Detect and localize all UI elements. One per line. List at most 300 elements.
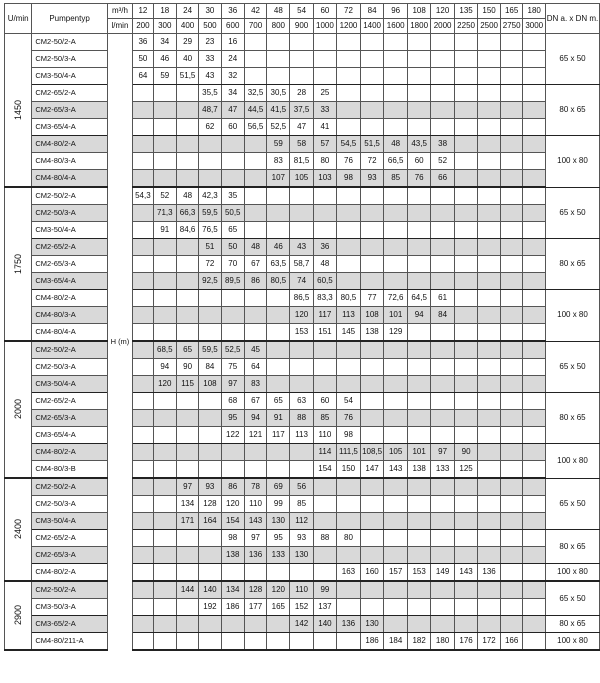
head-value-cell: 25 [313, 85, 336, 102]
speed-label [5, 34, 32, 188]
head-value-cell [407, 427, 430, 444]
table-row [5, 324, 600, 342]
head-value-cell [431, 324, 454, 342]
head-value-cell [478, 34, 501, 51]
head-value-cell: 93 [290, 530, 313, 547]
head-value-cell: 51 [199, 239, 221, 256]
head-value-cell: 61 [431, 290, 454, 307]
head-value-cell [133, 324, 154, 342]
head-value-cell: 68,5 [153, 341, 176, 359]
head-value-cell [384, 513, 407, 530]
head-value-cell: 71,3 [153, 205, 176, 222]
head-value-cell: 97 [244, 530, 266, 547]
head-value-cell [313, 51, 336, 68]
head-value-cell [500, 222, 523, 239]
head-value-cell [407, 341, 430, 359]
head-value-cell: 66,3 [176, 205, 198, 222]
head-value-cell: 110 [313, 427, 336, 444]
head-value-cell [360, 85, 384, 102]
head-value-cell: 48,7 [199, 102, 221, 119]
head-value-cell [153, 307, 176, 324]
head-value-cell: 134 [221, 581, 244, 599]
head-value-cell [500, 461, 523, 479]
head-value-cell: 43 [290, 239, 313, 256]
head-value-cell [360, 530, 384, 547]
head-value-cell: 99 [313, 581, 336, 599]
head-value-cell [313, 341, 336, 359]
head-value-cell [500, 496, 523, 513]
head-value-cell [313, 205, 336, 222]
head-value-cell [199, 616, 221, 633]
head-value-cell [454, 51, 477, 68]
pump-type-cell: CM3-50/4-A [32, 376, 107, 393]
head-value-cell [290, 34, 313, 51]
head-value-cell [337, 547, 361, 564]
head-value-cell [360, 187, 384, 205]
head-value-cell: 110 [290, 581, 313, 599]
head-value-cell [454, 153, 477, 170]
head-value-cell [176, 444, 198, 461]
head-value-cell [500, 51, 523, 68]
head-value-cell: 88 [290, 410, 313, 427]
head-value-cell [523, 599, 546, 616]
header-flow-m3h-value: 42 [244, 4, 266, 19]
head-value-cell: 41,5 [267, 102, 290, 119]
head-value-cell [523, 222, 546, 239]
head-value-cell [431, 427, 454, 444]
head-value-cell [523, 376, 546, 393]
head-value-cell [221, 324, 244, 342]
head-value-cell [500, 34, 523, 51]
pump-type-cell: CM4-80/2-A [32, 290, 107, 307]
pump-type-cell: CM4-80/4-A [32, 324, 107, 342]
head-value-cell: 30,5 [267, 85, 290, 102]
head-value-cell: 47 [221, 102, 244, 119]
head-value-cell [454, 307, 477, 324]
head-value-cell [360, 51, 384, 68]
header-flow-lmin-value: 400 [176, 19, 198, 34]
head-value-cell: 107 [267, 170, 290, 188]
head-value-cell [153, 136, 176, 153]
head-value-cell [153, 530, 176, 547]
head-value-cell: 33 [313, 102, 336, 119]
header-flow-lmin-value: 300 [153, 19, 176, 34]
speed-value: 1750 [13, 253, 24, 274]
head-value-cell: 72,6 [384, 290, 407, 307]
head-value-cell: 94 [407, 307, 430, 324]
head-value-cell: 157 [384, 564, 407, 582]
head-value-cell [523, 34, 546, 51]
head-value-cell: 38 [431, 136, 454, 153]
head-value-cell [360, 581, 384, 599]
head-value-cell [523, 393, 546, 410]
head-value-cell [176, 290, 198, 307]
head-value-cell: 40 [176, 51, 198, 68]
head-value-cell [133, 444, 154, 461]
head-value-cell [407, 119, 430, 136]
head-value-cell [313, 496, 336, 513]
head-value-cell [221, 290, 244, 307]
head-value-cell: 34 [221, 85, 244, 102]
head-value-cell: 84 [199, 359, 221, 376]
head-value-cell [267, 307, 290, 324]
head-value-cell [360, 599, 384, 616]
head-value-cell [500, 307, 523, 324]
pump-type-cell: CM2-65/3-A [32, 102, 107, 119]
dn-size-cell: 100 x 80 [546, 290, 600, 342]
table-row [5, 581, 600, 599]
head-value-cell: 83 [244, 376, 266, 393]
head-value-cell [407, 222, 430, 239]
head-value-cell [337, 68, 361, 85]
head-value-cell [500, 599, 523, 616]
head-value-cell: 154 [313, 461, 336, 479]
head-value-cell [454, 581, 477, 599]
head-value-cell [384, 581, 407, 599]
head-value-cell [431, 410, 454, 427]
head-value-cell [153, 496, 176, 513]
head-value-cell [337, 51, 361, 68]
head-value-cell: 166 [500, 633, 523, 651]
head-value-cell: 52,5 [267, 119, 290, 136]
head-value-cell: 62 [199, 119, 221, 136]
head-value-cell [176, 153, 198, 170]
head-value-cell [454, 599, 477, 616]
head-value-cell [454, 478, 477, 496]
head-value-cell [500, 341, 523, 359]
head-value-cell [454, 376, 477, 393]
head-value-cell [500, 119, 523, 136]
head-value-cell: 108 [199, 376, 221, 393]
head-value-cell: 108,5 [360, 444, 384, 461]
head-value-cell: 128 [199, 496, 221, 513]
head-value-cell: 35 [221, 187, 244, 205]
head-value-cell [478, 410, 501, 427]
head-value-cell [267, 34, 290, 51]
head-value-cell [454, 34, 477, 51]
head-value-cell [153, 633, 176, 651]
head-value-cell [454, 187, 477, 205]
head-value-cell [267, 376, 290, 393]
head-value-cell [176, 324, 198, 342]
head-value-cell: 83,3 [313, 290, 336, 307]
head-value-cell [267, 359, 290, 376]
head-value-cell [199, 393, 221, 410]
head-value-cell [523, 444, 546, 461]
pump-type-cell: CM2-65/2-A [32, 239, 107, 256]
head-value-cell [384, 239, 407, 256]
head-value-cell [384, 547, 407, 564]
head-value-cell: 105 [290, 170, 313, 188]
head-value-cell [133, 153, 154, 170]
head-value-cell [384, 376, 407, 393]
head-value-cell [337, 205, 361, 222]
head-value-cell: 41 [313, 119, 336, 136]
head-value-cell [523, 633, 546, 651]
head-value-cell: 98 [221, 530, 244, 547]
head-value-cell: 91 [153, 222, 176, 239]
head-value-cell: 97 [431, 444, 454, 461]
head-value-cell [523, 616, 546, 633]
head-value-cell: 67 [244, 393, 266, 410]
head-value-cell: 117 [313, 307, 336, 324]
head-value-cell [244, 170, 266, 188]
table-row [5, 187, 600, 205]
head-value-cell [267, 68, 290, 85]
head-value-cell [176, 85, 198, 102]
head-value-cell [153, 564, 176, 582]
head-value-cell: 74 [290, 273, 313, 290]
head-value-cell [337, 376, 361, 393]
head-value-cell [431, 376, 454, 393]
head-value-cell: 151 [313, 324, 336, 342]
head-value-cell: 120 [153, 376, 176, 393]
head-value-cell [454, 513, 477, 530]
head-value-cell [523, 581, 546, 599]
header-flow-m3h-value: 84 [360, 4, 384, 19]
head-value-cell [176, 633, 198, 651]
head-value-cell [267, 187, 290, 205]
head-value-cell: 80 [337, 530, 361, 547]
head-value-cell: 99 [267, 496, 290, 513]
head-value-cell [360, 359, 384, 376]
head-value-cell [360, 68, 384, 85]
head-value-cell [431, 51, 454, 68]
head-value-cell: 48 [313, 256, 336, 273]
head-value-cell [478, 324, 501, 342]
head-value-cell [384, 599, 407, 616]
head-value-cell [199, 170, 221, 188]
head-value-cell: 176 [454, 633, 477, 651]
speed-value: 2900 [13, 604, 24, 626]
head-value-cell [523, 256, 546, 273]
pump-type-cell: CM2-50/2-A [32, 581, 107, 599]
head-value-cell [221, 444, 244, 461]
head-value-cell [431, 496, 454, 513]
header-flow-lmin-value: 700 [244, 19, 266, 34]
head-value-cell [337, 478, 361, 496]
head-value-cell [153, 410, 176, 427]
head-value-cell: 68 [221, 393, 244, 410]
pump-type-cell: CM3-50/4-A [32, 222, 107, 239]
head-value-cell: 52 [153, 187, 176, 205]
head-value-cell [407, 599, 430, 616]
header-flow-lmin-value: 200 [133, 19, 154, 34]
head-value-cell: 72 [199, 256, 221, 273]
head-value-cell [523, 564, 546, 582]
head-value-cell [290, 444, 313, 461]
head-value-cell [500, 616, 523, 633]
head-value-cell [500, 564, 523, 582]
head-value-cell: 160 [360, 564, 384, 582]
pump-performance-table [4, 3, 600, 651]
pump-performance-table-wrap [4, 3, 600, 651]
head-value-cell [523, 513, 546, 530]
head-value-cell [337, 359, 361, 376]
head-value-cell [290, 633, 313, 651]
pump-type-cell: CM2-65/2-A [32, 530, 107, 547]
head-value-cell [244, 222, 266, 239]
head-value-cell [199, 530, 221, 547]
head-value-cell [176, 616, 198, 633]
head-value-cell [523, 478, 546, 496]
head-value-cell: 42,3 [199, 187, 221, 205]
head-value-cell [153, 547, 176, 564]
pump-type-cell: CM4-80/211-A [32, 633, 107, 651]
head-value-cell [454, 530, 477, 547]
pump-type-cell: CM4-80/4-A [32, 170, 107, 188]
head-value-cell [478, 513, 501, 530]
head-value-cell: 45 [244, 341, 266, 359]
head-value-cell [431, 34, 454, 51]
head-value-cell [478, 599, 501, 616]
head-value-cell [431, 222, 454, 239]
head-value-cell [478, 256, 501, 273]
head-value-cell [454, 273, 477, 290]
speed-label [5, 581, 32, 650]
table-row [5, 564, 600, 582]
head-value-cell: 163 [337, 564, 361, 582]
head-value-cell: 46 [267, 239, 290, 256]
dn-size-cell: 100 x 80 [546, 136, 600, 188]
pump-type-cell: CM2-65/3-A [32, 410, 107, 427]
head-value-cell [133, 599, 154, 616]
head-value-cell [221, 564, 244, 582]
head-value-cell [478, 273, 501, 290]
head-value-cell [407, 85, 430, 102]
head-value-cell [244, 633, 266, 651]
speed-label [5, 187, 32, 341]
head-value-cell [500, 136, 523, 153]
head-value-cell: 94 [153, 359, 176, 376]
head-value-cell [153, 273, 176, 290]
head-value-cell: 105 [384, 444, 407, 461]
head-value-cell: 59 [267, 136, 290, 153]
head-value-cell [478, 478, 501, 496]
table-row [5, 478, 600, 496]
head-value-cell [176, 564, 198, 582]
head-value-cell [523, 530, 546, 547]
head-value-cell [431, 205, 454, 222]
head-value-cell [290, 461, 313, 479]
head-value-cell [290, 376, 313, 393]
head-value-cell [407, 359, 430, 376]
head-value-cell [523, 290, 546, 307]
head-value-cell: 138 [360, 324, 384, 342]
head-value-cell [153, 290, 176, 307]
head-value-cell [431, 68, 454, 85]
head-value-cell [153, 427, 176, 444]
head-value-cell [384, 85, 407, 102]
head-value-cell: 54 [337, 393, 361, 410]
head-value-cell [267, 616, 290, 633]
head-value-cell [523, 85, 546, 102]
table-row [5, 547, 600, 564]
head-value-cell: 147 [360, 461, 384, 479]
head-value-cell: 28 [290, 85, 313, 102]
head-value-cell: 113 [337, 307, 361, 324]
head-value-cell [176, 530, 198, 547]
header-flow-lmin-value: 2000 [431, 19, 454, 34]
head-value-cell [478, 205, 501, 222]
head-value-cell [290, 359, 313, 376]
head-value-cell [454, 341, 477, 359]
head-value-cell [500, 239, 523, 256]
table-row [5, 444, 600, 461]
head-value-cell [153, 461, 176, 479]
head-value-cell [500, 205, 523, 222]
head-value-cell: 58,7 [290, 256, 313, 273]
head-value-cell [523, 119, 546, 136]
head-value-cell [454, 410, 477, 427]
head-value-cell [199, 564, 221, 582]
head-value-cell [337, 341, 361, 359]
header-dn: DN a. x DN m. [546, 4, 600, 34]
table-row [5, 153, 600, 170]
head-value-cell [199, 290, 221, 307]
head-value-cell [454, 170, 477, 188]
head-value-cell: 153 [290, 324, 313, 342]
head-value-cell [313, 376, 336, 393]
head-value-cell [407, 616, 430, 633]
table-row [5, 530, 600, 547]
dn-size-cell: 65 x 50 [546, 341, 600, 393]
head-value-cell: 77 [360, 290, 384, 307]
head-value-cell: 90 [176, 359, 198, 376]
head-value-cell [290, 564, 313, 582]
head-value-cell: 133 [431, 461, 454, 479]
pump-type-cell: CM3-65/4-A [32, 119, 107, 136]
speed-value: 2000 [13, 398, 24, 420]
head-value-cell: 192 [199, 599, 221, 616]
dn-size-cell: 80 x 65 [546, 85, 600, 136]
head-value-cell [384, 119, 407, 136]
head-value-cell [500, 410, 523, 427]
head-value-cell [176, 393, 198, 410]
head-value-cell: 91 [267, 410, 290, 427]
head-value-cell [407, 239, 430, 256]
head-value-cell: 65 [267, 393, 290, 410]
head-value-cell [290, 222, 313, 239]
head-value-cell [133, 376, 154, 393]
header-flow-lmin-value: 3000 [523, 19, 546, 34]
head-value-cell: 113 [290, 427, 313, 444]
head-value-cell [153, 256, 176, 273]
head-value-cell [360, 496, 384, 513]
head-value-cell [523, 461, 546, 479]
head-value-cell [478, 341, 501, 359]
head-value-cell [431, 581, 454, 599]
head-value-cell [244, 51, 266, 68]
head-value-cell: 120 [267, 581, 290, 599]
head-value-cell [133, 290, 154, 307]
header-flow-m3h-value: 54 [290, 4, 313, 19]
head-value-cell [176, 256, 198, 273]
head-value-cell: 95 [221, 410, 244, 427]
head-value-cell [133, 461, 154, 479]
head-value-cell [153, 478, 176, 496]
head-value-cell [454, 427, 477, 444]
head-value-cell [454, 239, 477, 256]
head-value-cell [360, 410, 384, 427]
pump-type-cell: CM4-80/3-A [32, 307, 107, 324]
head-value-cell [384, 341, 407, 359]
head-value-cell: 103 [313, 170, 336, 188]
head-value-cell [199, 153, 221, 170]
head-value-cell [431, 341, 454, 359]
head-value-cell: 70 [221, 256, 244, 273]
head-value-cell: 177 [244, 599, 266, 616]
